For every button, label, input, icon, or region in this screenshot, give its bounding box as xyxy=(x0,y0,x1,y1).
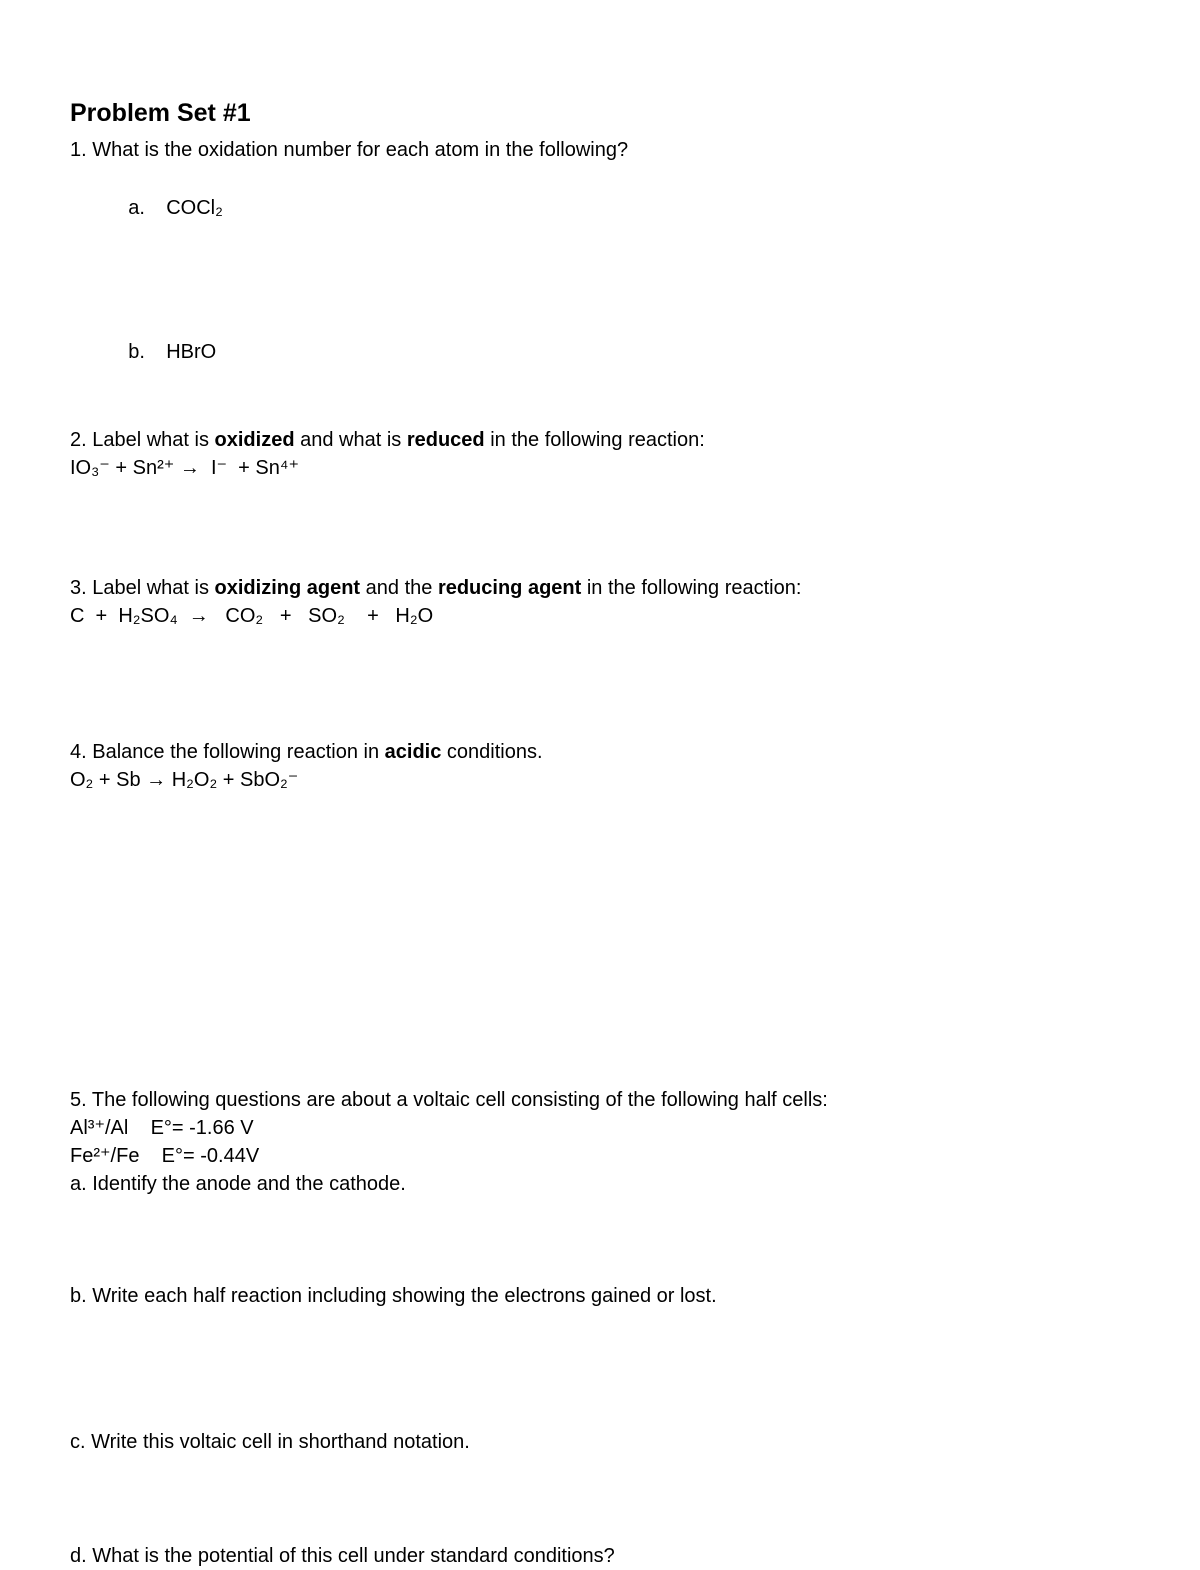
q5-half-cell-fe: Fe²⁺/Fe E°= -0.44V xyxy=(70,1145,260,1167)
q2-prompt-text-3: in the following reaction: xyxy=(484,429,705,451)
q5-sub-c: c. Write this voltaic cell in shorthand notation. xyxy=(70,1431,470,1453)
q4-prompt-text-1: 4. Balance the following reaction in xyxy=(70,741,385,763)
q2-prompt xyxy=(70,426,1130,454)
page-title: Problem Set #1 xyxy=(70,99,251,127)
q3-prompt-text-2: and the xyxy=(360,577,438,599)
q5-prompt: 5. The following questions are about a voltaic cell consisting of the following half cells: xyxy=(70,1089,828,1111)
q2-keyword-reduced: reduced xyxy=(406,429,485,451)
q2-reaction-equation: IO₃⁻ + Sn²⁺ → I⁻ + Sn⁴⁺ xyxy=(70,457,300,479)
q3-keyword-oxidizing-agent: oxidizing agent xyxy=(214,577,361,599)
q5-sub-d: d. What is the potential of this cell under standard conditions? xyxy=(70,1545,615,1567)
q4-prompt-text-2: conditions. xyxy=(441,741,543,763)
q1-item-a-formula: COCl₂ xyxy=(166,197,223,219)
q1-prompt: 1. What is the oxidation number for each atom in the following? xyxy=(70,139,629,161)
q1-item-b-label: b. xyxy=(128,341,145,363)
q2-keyword-oxidized: oxidized xyxy=(214,429,295,451)
q3-prompt xyxy=(70,574,1130,602)
q1-item-a-label: a. xyxy=(128,197,145,219)
q5-sub-b: b. Write each half reaction including showing the electrons gained or lost. xyxy=(70,1285,717,1307)
q4-reaction-equation: O₂ + Sb → H₂O₂ + SbO₂⁻ xyxy=(70,769,299,791)
q3-prompt-text-1: 3. Label what is xyxy=(70,577,215,599)
q5-half-cell-al: Al³⁺/Al E°= -1.66 V xyxy=(70,1117,254,1139)
q3-keyword-reducing-agent: reducing agent xyxy=(437,577,582,599)
q1-item-b-formula: HBrO xyxy=(166,341,217,363)
q1-item-b xyxy=(106,310,1130,394)
q2-prompt-text-2: and what is xyxy=(294,429,407,451)
q4-prompt xyxy=(70,738,1130,766)
q4-keyword-acidic: acidic xyxy=(384,741,442,763)
q5-sub-a: a. Identify the anode and the cathode. xyxy=(70,1173,406,1195)
q3-prompt-text-3: in the following reaction: xyxy=(581,577,802,599)
q3-reaction-equation: C + H₂SO₄ → CO₂ + SO₂ + H₂O xyxy=(70,605,434,627)
q2-prompt-text-1: 2. Label what is xyxy=(70,429,215,451)
q1-item-a xyxy=(106,166,1130,250)
